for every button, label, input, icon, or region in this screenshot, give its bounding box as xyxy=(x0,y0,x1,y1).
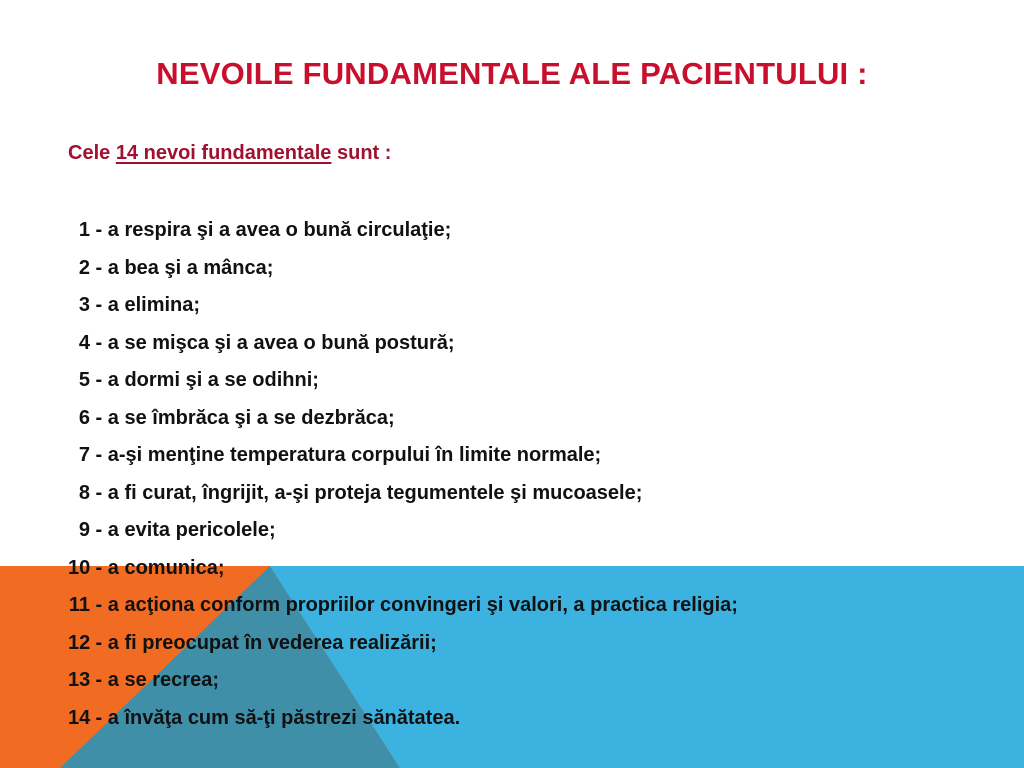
item-text: - a elimina; xyxy=(90,294,201,316)
list-item xyxy=(68,212,738,250)
list-item xyxy=(68,250,738,288)
item-number: 4 xyxy=(78,331,90,354)
item-text: - a fi preocupat în vederea realizării; xyxy=(90,631,437,654)
list-item xyxy=(68,700,738,738)
needs-list xyxy=(68,212,738,737)
item-number: 7 xyxy=(78,444,90,466)
item-number: 10 xyxy=(68,556,91,579)
list-item xyxy=(68,400,738,438)
list-item xyxy=(68,287,738,325)
item-text: - a se mişca şi a avea o bună postură; xyxy=(90,331,455,354)
item-number: 2 xyxy=(78,256,90,279)
list-item xyxy=(68,625,738,663)
list-item xyxy=(68,662,738,700)
item-text: - a se recrea; xyxy=(90,669,219,691)
item-number: 13 xyxy=(68,669,91,691)
item-text: - a dormi şi a se odihni; xyxy=(90,369,319,391)
item-text: - a evita pericolele; xyxy=(90,519,276,541)
item-number: 1 xyxy=(78,219,90,241)
item-text: - a acţiona conform propriilor convingeri şi valori, a practica religia; xyxy=(90,594,738,616)
item-text: - a învăţa cum să-ţi păstrezi sănătatea. xyxy=(90,706,461,729)
item-text: - a respira şi a avea o bună circulaţie; xyxy=(90,219,452,241)
item-text: - a se îmbrăca şi a se dezbrăca; xyxy=(90,406,395,429)
slide-title: NEVOILE FUNDAMENTALE ALE PACIENTULUI : xyxy=(156,56,868,91)
list-item xyxy=(68,587,738,625)
item-number: 5 xyxy=(78,369,90,391)
list-item xyxy=(68,437,738,475)
list-item xyxy=(68,550,738,588)
item-number: 14 xyxy=(68,706,91,729)
intro-line xyxy=(68,142,391,165)
item-number: 8 xyxy=(78,481,90,504)
list-item xyxy=(68,475,738,513)
list-item xyxy=(68,325,738,363)
item-number: 12 xyxy=(68,631,91,654)
intro-prefix: Cele xyxy=(68,142,116,164)
intro-highlight: 14 nevoi fundamentale xyxy=(115,142,332,164)
item-number: 9 xyxy=(78,519,90,541)
list-item xyxy=(68,362,738,400)
item-text: - a bea şi a mânca; xyxy=(90,256,274,279)
item-number: 11 xyxy=(68,594,90,616)
item-text: - a fi curat, îngrijit, a-şi proteja tegumentele şi mucoasele; xyxy=(90,481,643,504)
list-item xyxy=(68,512,738,550)
item-number: 3 xyxy=(78,294,90,316)
item-text: - a-şi menţine temperatura corpului în limite normale; xyxy=(90,444,602,466)
item-text: - a comunica; xyxy=(90,556,225,579)
intro-suffix: sunt : xyxy=(331,142,392,164)
item-number: 6 xyxy=(78,406,90,429)
